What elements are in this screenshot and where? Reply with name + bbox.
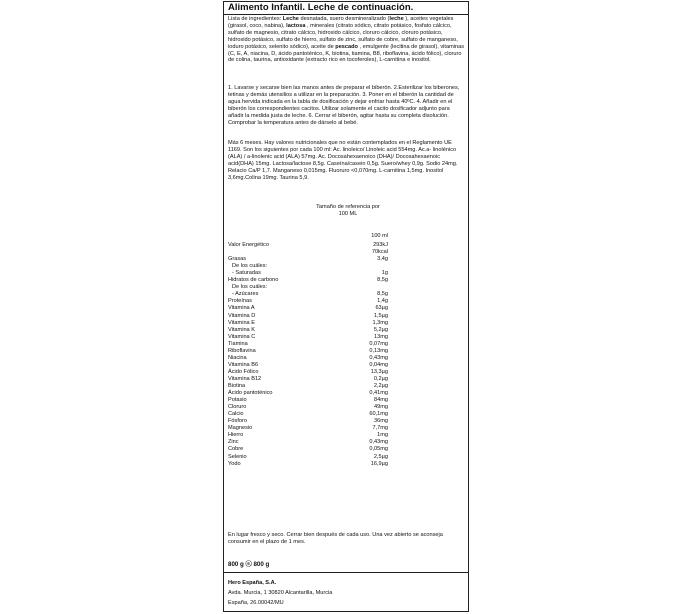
nutrient-value: 13,3µg: [370, 368, 388, 375]
nutrient-name: Riboflavina: [228, 347, 256, 354]
nutrient-value: 36mg: [374, 418, 388, 425]
allergen-highlight: lactosa: [286, 22, 306, 29]
nutrition-row: [228, 270, 388, 277]
nutrient-name: Calcio: [228, 411, 244, 418]
nutrient-name: Ácido Fólico: [228, 368, 259, 375]
nutrient-name: Vitamina E: [228, 319, 255, 326]
allergen-highlight: pescado: [335, 43, 358, 50]
nutrient-name: Fósforo: [228, 418, 247, 425]
nutrition-row: [228, 291, 388, 298]
nutrition-row: [228, 397, 388, 404]
nutrient-value: 1,5µg: [373, 312, 388, 319]
ingredients-text: [228, 16, 464, 63]
nutrition-row: [228, 461, 388, 468]
nutrient-value: 1mg: [377, 432, 388, 439]
nutrition-row: [228, 305, 388, 312]
allergen-highlight: leche: [389, 16, 404, 22]
nutrition-row: [228, 383, 388, 390]
nutrition-row: [228, 348, 388, 355]
title-divider: [224, 14, 468, 15]
nutrient-name: Valor Energético: [228, 242, 269, 248]
nutrient-value: 1,3mg: [372, 319, 388, 326]
nutrient-name: Vitamina K: [228, 326, 255, 333]
nutrient-name: Potasio: [228, 397, 247, 404]
nutrition-header-line2: 100 ML: [338, 211, 358, 217]
nutrition-row: [228, 256, 388, 263]
nutrient-name: Vitamina D: [228, 312, 256, 319]
nutrient-value: 0,07mg: [369, 340, 388, 347]
nutrient-value: 8,5g: [377, 291, 388, 298]
nutrition-row: [228, 263, 388, 270]
nutrient-name: Vitamina B12: [228, 375, 262, 382]
nutrient-value: 0,43mg: [369, 439, 388, 446]
nutrition-row: [228, 425, 388, 432]
ingredient-text: ), aceites vegetales (girasol, coco, nabina),: [228, 16, 454, 29]
nutrition-header-line1: Tamaño de referencia por: [316, 204, 380, 210]
nutrient-value: 0,41mg: [369, 390, 388, 397]
nutrient-name: Zinc: [228, 439, 239, 446]
nutrition-row: [228, 376, 388, 383]
nutrient-value: 0,2µg: [373, 375, 388, 382]
nutrition-row: [228, 404, 388, 411]
footer-divider: [224, 572, 468, 573]
nutrient-name: Hidratos de carbono: [228, 277, 279, 284]
nutrient-value: 13mg: [374, 333, 388, 340]
nutrient-name: Biotina: [228, 383, 246, 389]
nutrition-row: [228, 284, 388, 291]
nutrition-row: [228, 249, 388, 256]
nutrient-name: Cloruro: [228, 404, 247, 411]
nutrient-value: 5,2µg: [373, 326, 388, 333]
nutrient-name: Hierro: [228, 432, 244, 439]
nutrition-row: [228, 327, 388, 334]
nutrient-name: Niacina: [228, 354, 247, 361]
nutrient-name: Yodo: [228, 460, 241, 467]
nutrient-name: De los cuáles:: [232, 284, 268, 291]
product-label: [223, 1, 469, 612]
ingredients-lead: Lista de ingredientes:: [228, 16, 283, 22]
nutrition-row: [228, 334, 388, 341]
ingredients-list: [228, 16, 464, 64]
nutrient-value: 2,5µg: [373, 453, 388, 460]
nutrition-row: [228, 454, 388, 461]
nutrient-value: 60,1mg: [369, 411, 388, 418]
additional-nutrition-info: Más 6 meses. Hay valores nutricionales que no están contemplados en el Reglamento UE 1169. Son los siguientes por cada 100 ml: Ac. linoleico/ Linoleic acid 554mg. Ac.a- linolénico (ALA) / a-linolenic acid (ALA) 57mg. Ac. Docosahexaenoico (DHA)/ Docosahexaenoic acid(DHA) 15mg. Lactosa/lactose 8,5g. Caseína/casein 0,5g. Suero/whey 0,9g. Sodio 24mg. Relacio Ca/P 1,7. Manganeso 0,015mg. Fluoruro <0,070mg. L-carnitina 1,5mg. Inositol 3,6mg.Colina 19mg. Taurina 5,9.: [228, 140, 458, 181]
nutrient-name: De los cuáles:: [232, 263, 268, 270]
nutrition-row: [228, 277, 388, 284]
ingredient-text: desnatada, suero desmineralizado (: [298, 16, 390, 22]
nutrient-value: 0,13mg: [369, 347, 388, 354]
nutrition-row: [228, 446, 388, 453]
nutrition-row: [228, 313, 388, 320]
nutrient-value: 1,4g: [377, 298, 388, 305]
nutrient-value: 2,2µg: [373, 383, 388, 389]
nutrition-row: [228, 439, 388, 446]
nutrient-name: Proteínas: [228, 298, 252, 305]
nutrition-row: [228, 362, 388, 369]
net-weight: 800 g ⓔ 800 g: [228, 561, 270, 568]
nutrient-name: - Azúcares: [232, 291, 259, 298]
nutrition-unit-row: [228, 233, 388, 240]
nutrient-value: 63µg: [375, 305, 388, 312]
nutrition-row: [228, 411, 388, 418]
nutrition-row: [228, 298, 388, 305]
nutrition-unit: 100 ml: [371, 233, 388, 239]
nutrient-name: Cobre: [228, 446, 244, 453]
nutrient-value: 1g: [381, 270, 388, 277]
preparation-instructions: 1. Lavarse y secarse bien las manos antes de preparar el biberón. 2.Esterilizar los biberones, tetinas y demás utensilios a utilizar en la preparación. 3. Poner en el biberón la cantidad de agua hervida indicada en la tabla de dosificación y dejar enfriar hasta 40ºC. 4. Añadir en el biberón los correspondientes cacitos. Utilizar solamente el cacito dosificador adjunto para añadir la medida justa de leche. 6. Cerrar el biberón, agitar hasta su completa disolución. Comprobar la temperatura antes de dárselo al bebé.: [228, 85, 460, 126]
nutrition-row: [228, 432, 388, 439]
manufacturer-address-1: Avda. Murcia, 1 30820 Alcantarilla, Murcia: [228, 590, 333, 596]
nutrient-value: 70kcal: [371, 249, 388, 256]
nutrient-name: Tiamina: [228, 340, 248, 347]
allergen-highlight: Leche: [282, 16, 299, 22]
nutrient-value: 0,43mg: [369, 354, 388, 361]
product-title: Alimento Infantil. Leche de continuación.: [228, 2, 414, 13]
nutrient-name: Vitamina C: [228, 333, 256, 340]
storage-instructions: En lugar fresco y seco. Cerrar bien después de cada uso. Una vez abierto se aconseja consumir en el plazo de 1 mes.: [228, 532, 443, 545]
nutrient-name: Vitamina B6: [228, 361, 259, 368]
nutrient-name: Grasas: [228, 256, 247, 263]
manufacturer-address-2: España, 26.00042/MU: [228, 600, 284, 606]
ingredient-text: , minerales (citrato sódico, citrato potásico, fosfato cálcico, sulfato de magnesio, citrato cálcico, hidroxido cálcico, cloruro cálcico, cloruro potásico, hidroxido potásico, sulfato de hierro, sulfato de zinc, sulfato de cobre, sulfato de manganeso, ioduro potásico, selenito sódico), aceite de: [228, 22, 458, 50]
nutrient-value: 0,04mg: [369, 361, 388, 368]
nutrient-name: Magnesio: [228, 425, 253, 432]
nutrition-row: [228, 369, 388, 376]
nutrient-value: 293kJ: [373, 242, 388, 248]
ingredient-text: , emulgente (lecitina de girasol), vitaminas (C, E, A, niacina, D, ácido pantoténico, K, biotina, tiamina, B8, riboflavina, ácido fólico), cloruro de colina, taurina, antioxidante (extracto rico en tocoferoles), L-carnitina e inositol.: [228, 43, 465, 64]
nutrient-value: 8,5g: [377, 277, 388, 284]
nutrient-value: 84mg: [374, 397, 388, 404]
nutrient-value: 49mg: [374, 404, 388, 411]
nutrition-row: [228, 320, 388, 327]
nutrient-name: Vitamina A: [228, 305, 255, 312]
nutrient-value: 0,05mg: [369, 446, 388, 453]
nutrient-name: - Saturadas: [232, 270, 261, 277]
nutrient-value: 16,9µg: [370, 460, 388, 467]
nutrition-row: [228, 418, 388, 425]
nutrient-name: Ácido pantoténico: [228, 390, 273, 397]
nutrition-row: [228, 341, 388, 348]
nutrition-row: [228, 242, 388, 249]
nutrient-value: 3,4g: [377, 256, 388, 263]
nutrient-name: Selenio: [228, 453, 247, 460]
nutrition-row: [228, 355, 388, 362]
nutrient-value: 7,7mg: [372, 425, 388, 432]
manufacturer-name: Hero España, S.A.: [228, 580, 277, 586]
nutrition-row: [228, 390, 388, 397]
